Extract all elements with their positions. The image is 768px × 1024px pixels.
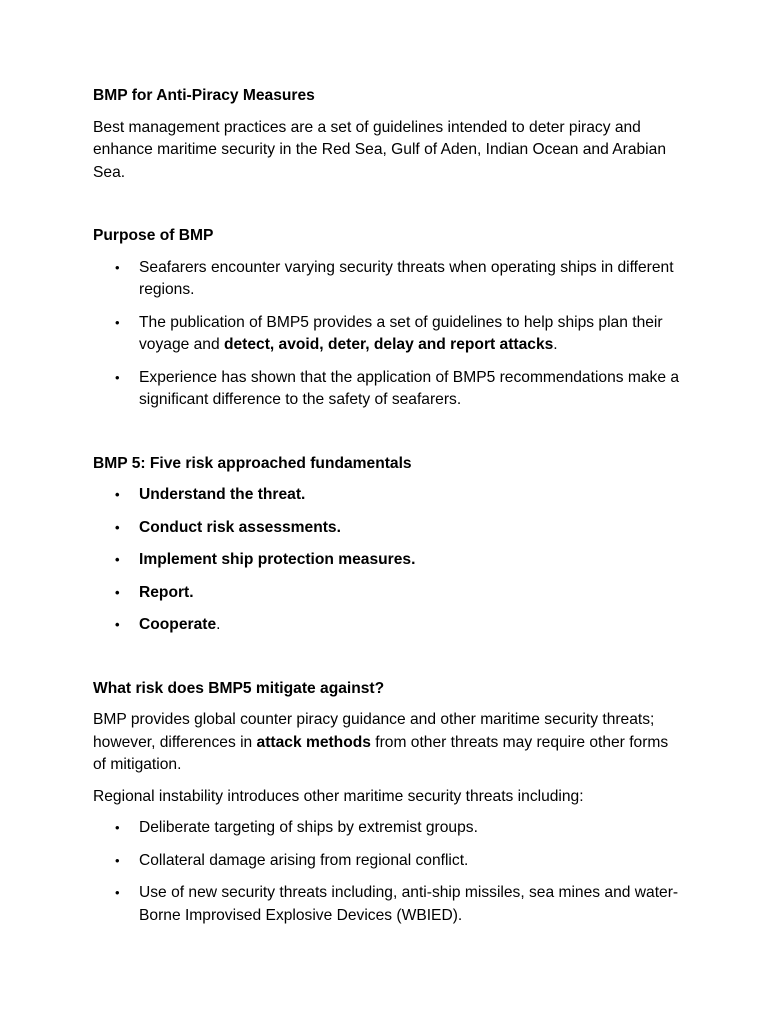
fundamental-item-punct: . bbox=[216, 616, 221, 633]
fundamental-item-text: Understand the threat. bbox=[139, 486, 306, 503]
mitigate-heading: What risk does BMP5 mitigate against? bbox=[93, 679, 385, 697]
fundamental-item bbox=[93, 582, 683, 605]
bullet-icon: • bbox=[115, 259, 120, 275]
threat-item bbox=[93, 882, 683, 927]
fundamental-item bbox=[93, 484, 683, 507]
mitigate-paragraph-text-end: from other threats may require other forms of mitigation. bbox=[93, 733, 669, 773]
fundamental-item bbox=[93, 517, 683, 540]
purpose-item bbox=[93, 312, 683, 357]
mitigate-paragraph-text: BMP provides global counter piracy guidance and other maritime security threats; however, differences in bbox=[93, 711, 655, 751]
bullet-icon: • bbox=[115, 852, 120, 868]
mitigate-paragraph-bold-text: attack methods bbox=[256, 733, 371, 751]
document-page bbox=[93, 85, 683, 927]
bullet-icon: • bbox=[115, 820, 120, 835]
fundamental-item-text: Implement ship protection measures. bbox=[139, 551, 416, 568]
document-title: BMP for Anti-Piracy Measures bbox=[93, 87, 315, 104]
threat-item bbox=[93, 817, 683, 840]
purpose-item-text: The publication of BMP5 provides a set of guidelines to help ships plan their voyage and bbox=[139, 313, 663, 353]
purpose-item-text-end: . bbox=[553, 336, 558, 353]
fundamental-item-text: Cooperate bbox=[139, 616, 217, 633]
threat-item-text: Use of new security threats including, anti-ship missiles, sea mines and water-Borne Improvised Explosive Devices (WBIED). bbox=[139, 884, 679, 924]
bullet-icon: • bbox=[115, 519, 120, 535]
purpose-item-text: Experience has shown that the application of BMP5 recommendations make a significant difference to the safety of seafarers. bbox=[139, 368, 680, 408]
purpose-item bbox=[93, 257, 683, 302]
bullet-icon: • bbox=[115, 369, 120, 385]
fundamental-item bbox=[93, 614, 683, 637]
bullet-icon: • bbox=[115, 314, 120, 330]
bullet-icon: • bbox=[115, 885, 120, 900]
purpose-item-bold-text: detect, avoid, deter, delay and report attacks bbox=[223, 336, 554, 353]
fundamental-item bbox=[93, 549, 683, 572]
purpose-list bbox=[93, 257, 683, 412]
bullet-icon: • bbox=[115, 584, 120, 600]
purpose-item bbox=[93, 367, 683, 412]
intro-paragraph: Best management practices are a set of guidelines intended to deter piracy and enhance maritime security in the Red Sea, Gulf of Aden, Indian Ocean and Arabian Sea. bbox=[93, 118, 666, 181]
fundamental-item-text: Conduct risk assessments. bbox=[139, 518, 341, 536]
mitigate-paragraph bbox=[93, 709, 683, 777]
purpose-item-text: Seafarers encounter varying security threats when operating ships in different regions. bbox=[139, 258, 674, 298]
fundamentals-heading: BMP 5: Five risk approached fundamentals bbox=[93, 454, 412, 472]
threat-item-text: Deliberate targeting of ships by extremist groups. bbox=[139, 819, 478, 836]
instability-paragraph: Regional instability introduces other maritime security threats including: bbox=[93, 787, 584, 805]
bullet-icon: • bbox=[115, 617, 120, 632]
threat-item-text: Collateral damage arising from regional conflict. bbox=[139, 851, 469, 869]
bullet-icon: • bbox=[115, 552, 120, 567]
bullet-icon: • bbox=[115, 487, 120, 502]
threats-list bbox=[93, 817, 683, 927]
purpose-heading: Purpose of BMP bbox=[93, 227, 214, 244]
threat-item bbox=[93, 850, 683, 873]
fundamental-item-text: Report. bbox=[139, 583, 194, 601]
fundamentals-list bbox=[93, 484, 683, 637]
